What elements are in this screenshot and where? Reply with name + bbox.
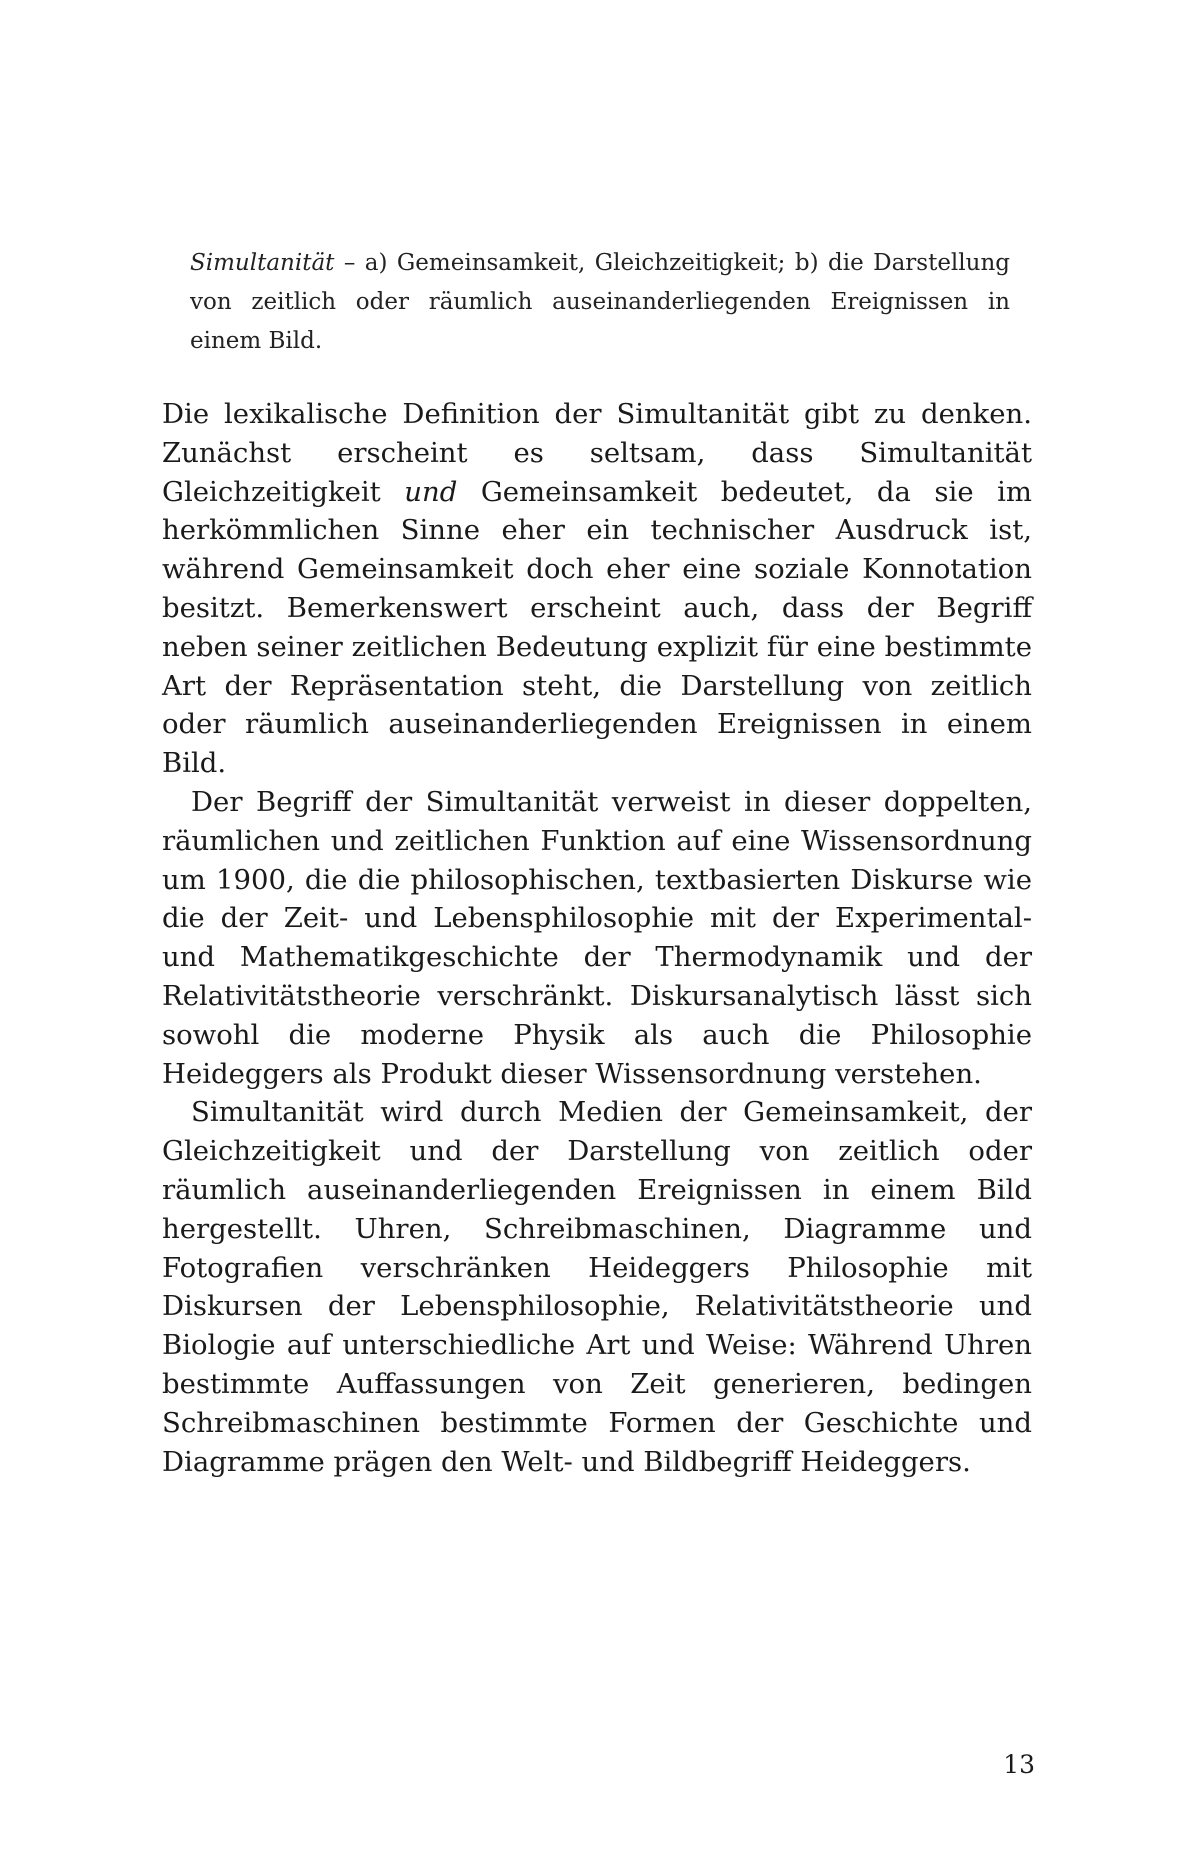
paragraph-3: Simultanität wird durch Medien der Gemeinsamkeit, der Gleichzeitigkeit und der Darstellung von zeitlich oder räumlich auseinanderliegenden Ereignissen in einem Bild hergestellt. Uhren, Schreibmaschinen, Diagramme und Fotografien verschränken Heideggers Philosophie mit Diskursen der Lebensphilosophie, Relativitätstheorie und Biologie auf unterschiedliche Art und Weise: Während Uhren bestimmte Auffassungen von Zeit generieren, bedingen Schreibmaschinen bestimmte Formen der Geschichte und Diagramme prägen den Welt- und Bildbegriff Heideggers. <box>162 1096 1032 1478</box>
paragraph-2: Der Begriff der Simultanität verweist in dieser doppelten, räumlichen und zeitlichen Funktion auf eine Wissensordnung um 1900, die die philosophischen, textbasierten Diskurse wie die der Zeit- und Lebensphilosophie mit der Experimental- und Mathematikgeschichte der Thermodynamik und der Relativitätstheorie verschränkt. Diskursanalytisch lässt sich sowohl die moderne Physik als auch die Philosophie Heideggers als Produkt dieser Wissensordnung verstehen. <box>162 785 1032 1090</box>
page-number: 13 <box>1003 1750 1035 1779</box>
paragraph-1-part-1: Die lexikalische Definition der Simultanität gibt zu denken. Zunächst erscheint es seltsam, dass Simultanität Gleichzeitigkeit <box>162 398 1032 508</box>
paragraph-1 <box>162 395 1032 783</box>
epigraph-definition-text: – a) Gemeinsamkeit, Gleichzeitigkeit; b) die Darstellung von zeitlich oder räumlich auseinanderliegenden Ereignissen in einem Bild. <box>190 250 1010 354</box>
epigraph-definition <box>190 244 1010 361</box>
paragraph-1-emphasis: und <box>404 475 458 508</box>
epigraph-term: Simultanität <box>190 250 335 276</box>
body-text <box>162 395 1032 1481</box>
paragraph-1-part-2: Gemeinsamkeit bedeutet, da sie im herkömmlichen Sinne eher ein technischer Ausdruck ist, während Gemeinsamkeit doch eher eine soziale Konnotation besitzt. Bemerkenswert erscheint auch, dass der Begriff neben seiner zeitlichen Bedeutung explizit für eine bestimmte Art der Repräsentation steht, die Darstellung von zeitlich oder räumlich auseinanderliegenden Ereignissen in einem Bild. <box>162 475 1032 780</box>
